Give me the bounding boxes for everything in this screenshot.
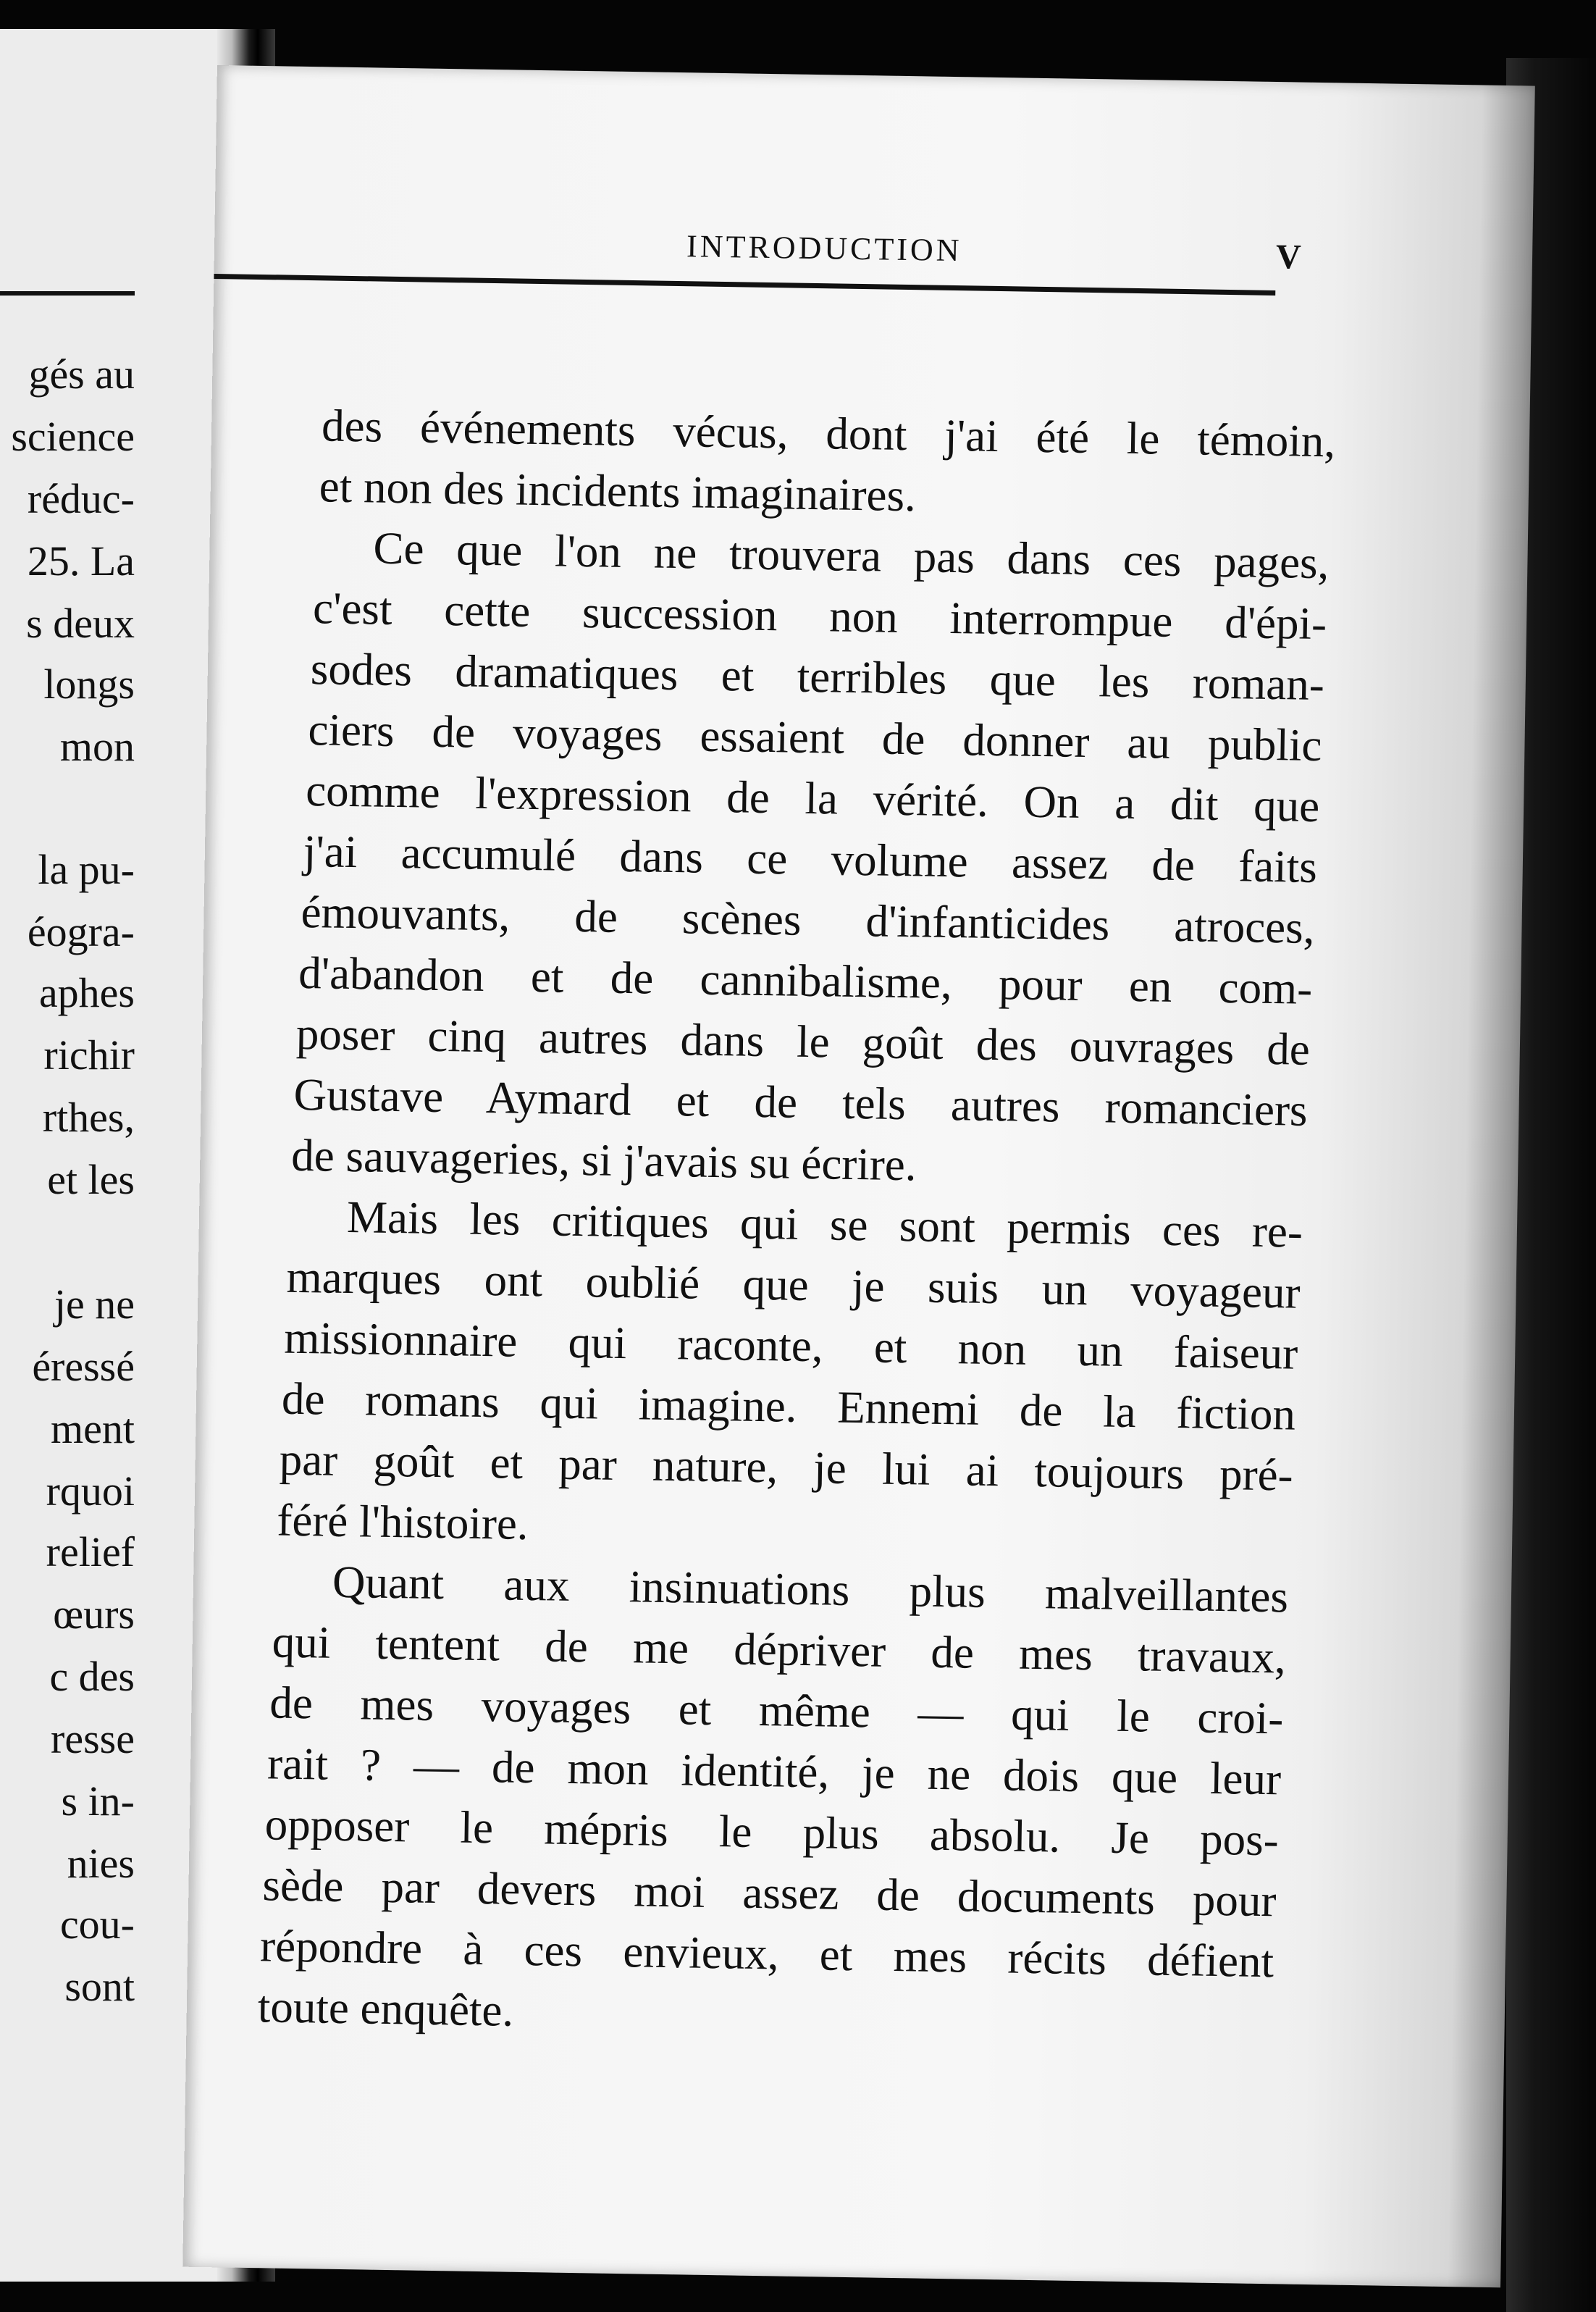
text-line: missionnaire qui raconte, et non un faiseur: [283, 1312, 1298, 1379]
previous-page-line: œurs: [53, 1591, 135, 1638]
text-line: de romans qui imagine. Ennemi de la fiction: [281, 1373, 1296, 1440]
book-page: [182, 65, 1535, 2287]
previous-page-line: longs: [43, 661, 135, 708]
text-line: des événements vécus, dont j'ai été le témoin,: [321, 400, 1336, 467]
previous-page-line: sont: [64, 1963, 135, 2010]
previous-page-line: je ne: [54, 1281, 135, 1328]
text-line: sède par devers moi assez de documents pour: [261, 1859, 1277, 1927]
text-line: émouvants, de scènes d'infanticides atroces,: [301, 886, 1316, 953]
text-line: de sauvageries, si j'avais su écrire.: [290, 1129, 917, 1191]
previous-page-line: richir: [43, 1031, 135, 1078]
previous-page-line: et les: [47, 1156, 135, 1203]
text-line: rait ? — de mon identité, je ne dois que leur: [266, 1738, 1282, 1805]
text-line: de mes voyages et même — qui le croi-: [269, 1677, 1284, 1744]
previous-page-line: réduc-: [27, 475, 135, 522]
previous-page-line: éogra-: [27, 908, 135, 955]
previous-page-line: éressé: [32, 1343, 135, 1390]
text-line: ciers de voyages essaient de donner au public: [308, 704, 1322, 771]
previous-page-line: 25. La: [27, 537, 135, 585]
previous-page-line: resse: [51, 1715, 135, 1762]
previous-page-line: relief: [46, 1528, 135, 1575]
text-line: marques ont oublié que je suis un voyageur: [286, 1251, 1301, 1318]
text-line: féré l'histoire.: [276, 1494, 529, 1549]
running-head: [214, 220, 1533, 285]
previous-page-line: mon: [59, 723, 135, 770]
previous-page-line: gés au: [28, 351, 135, 398]
previous-page-line: aphes: [38, 969, 135, 1016]
previous-page-line: rthes,: [42, 1094, 135, 1141]
previous-page-line: c des: [49, 1653, 135, 1700]
text-line: poser cinq autres dans le goût des ouvrages de: [295, 1008, 1311, 1075]
text-line: c'est cette succession non interrompue d'épi-: [312, 582, 1327, 650]
text-line: Mais les critiques qui se sont permis ces re-: [346, 1191, 1303, 1257]
text-line: j'ai accumulé dans ce volume assez de faits: [303, 826, 1318, 892]
text-line: Quant aux insinuations plus malveillantes: [332, 1556, 1289, 1622]
previous-page-line: s deux: [26, 600, 135, 647]
text-line: et non des incidents imaginaires.: [319, 461, 917, 522]
previous-page-line: cou-: [59, 1901, 135, 1948]
page-number: V: [1275, 238, 1302, 277]
previous-page-head-rule: [0, 291, 135, 296]
previous-page-line: nies: [67, 1840, 135, 1887]
text-line: comme l'expression de la vérité. On a dit que: [305, 765, 1320, 832]
text-line: Gustave Aymard et de tels autres romanciers: [293, 1068, 1309, 1136]
text-line: sodes dramatiques et terribles que les roman-: [310, 643, 1325, 711]
body-text: [214, 291, 1336, 2036]
running-title: INTRODUCTION: [686, 228, 962, 269]
text-line: répondre à ces envieux, et mes récits défient: [259, 1920, 1274, 1988]
text-line: qui tentent de me dépriver de mes travaux,: [272, 1616, 1287, 1683]
previous-page-line: la pu-: [38, 846, 135, 893]
previous-page-line: s in-: [61, 1777, 135, 1825]
text-line: toute enquête.: [257, 1981, 514, 2036]
previous-page-line: ment: [51, 1405, 135, 1452]
text-line: d'abandon et de cannibalisme, pour en com-: [298, 947, 1313, 1014]
text-line: Ce que l'on ne trouvera pas dans ces pages,: [373, 522, 1330, 589]
previous-page-line: science: [11, 413, 135, 460]
previous-page-line: rquoi: [46, 1467, 135, 1515]
text-line: par goût et par nature, je lui ai toujours pré-: [279, 1433, 1294, 1501]
text-line: opposer le mépris le plus absolu. Je pos-: [264, 1798, 1280, 1866]
